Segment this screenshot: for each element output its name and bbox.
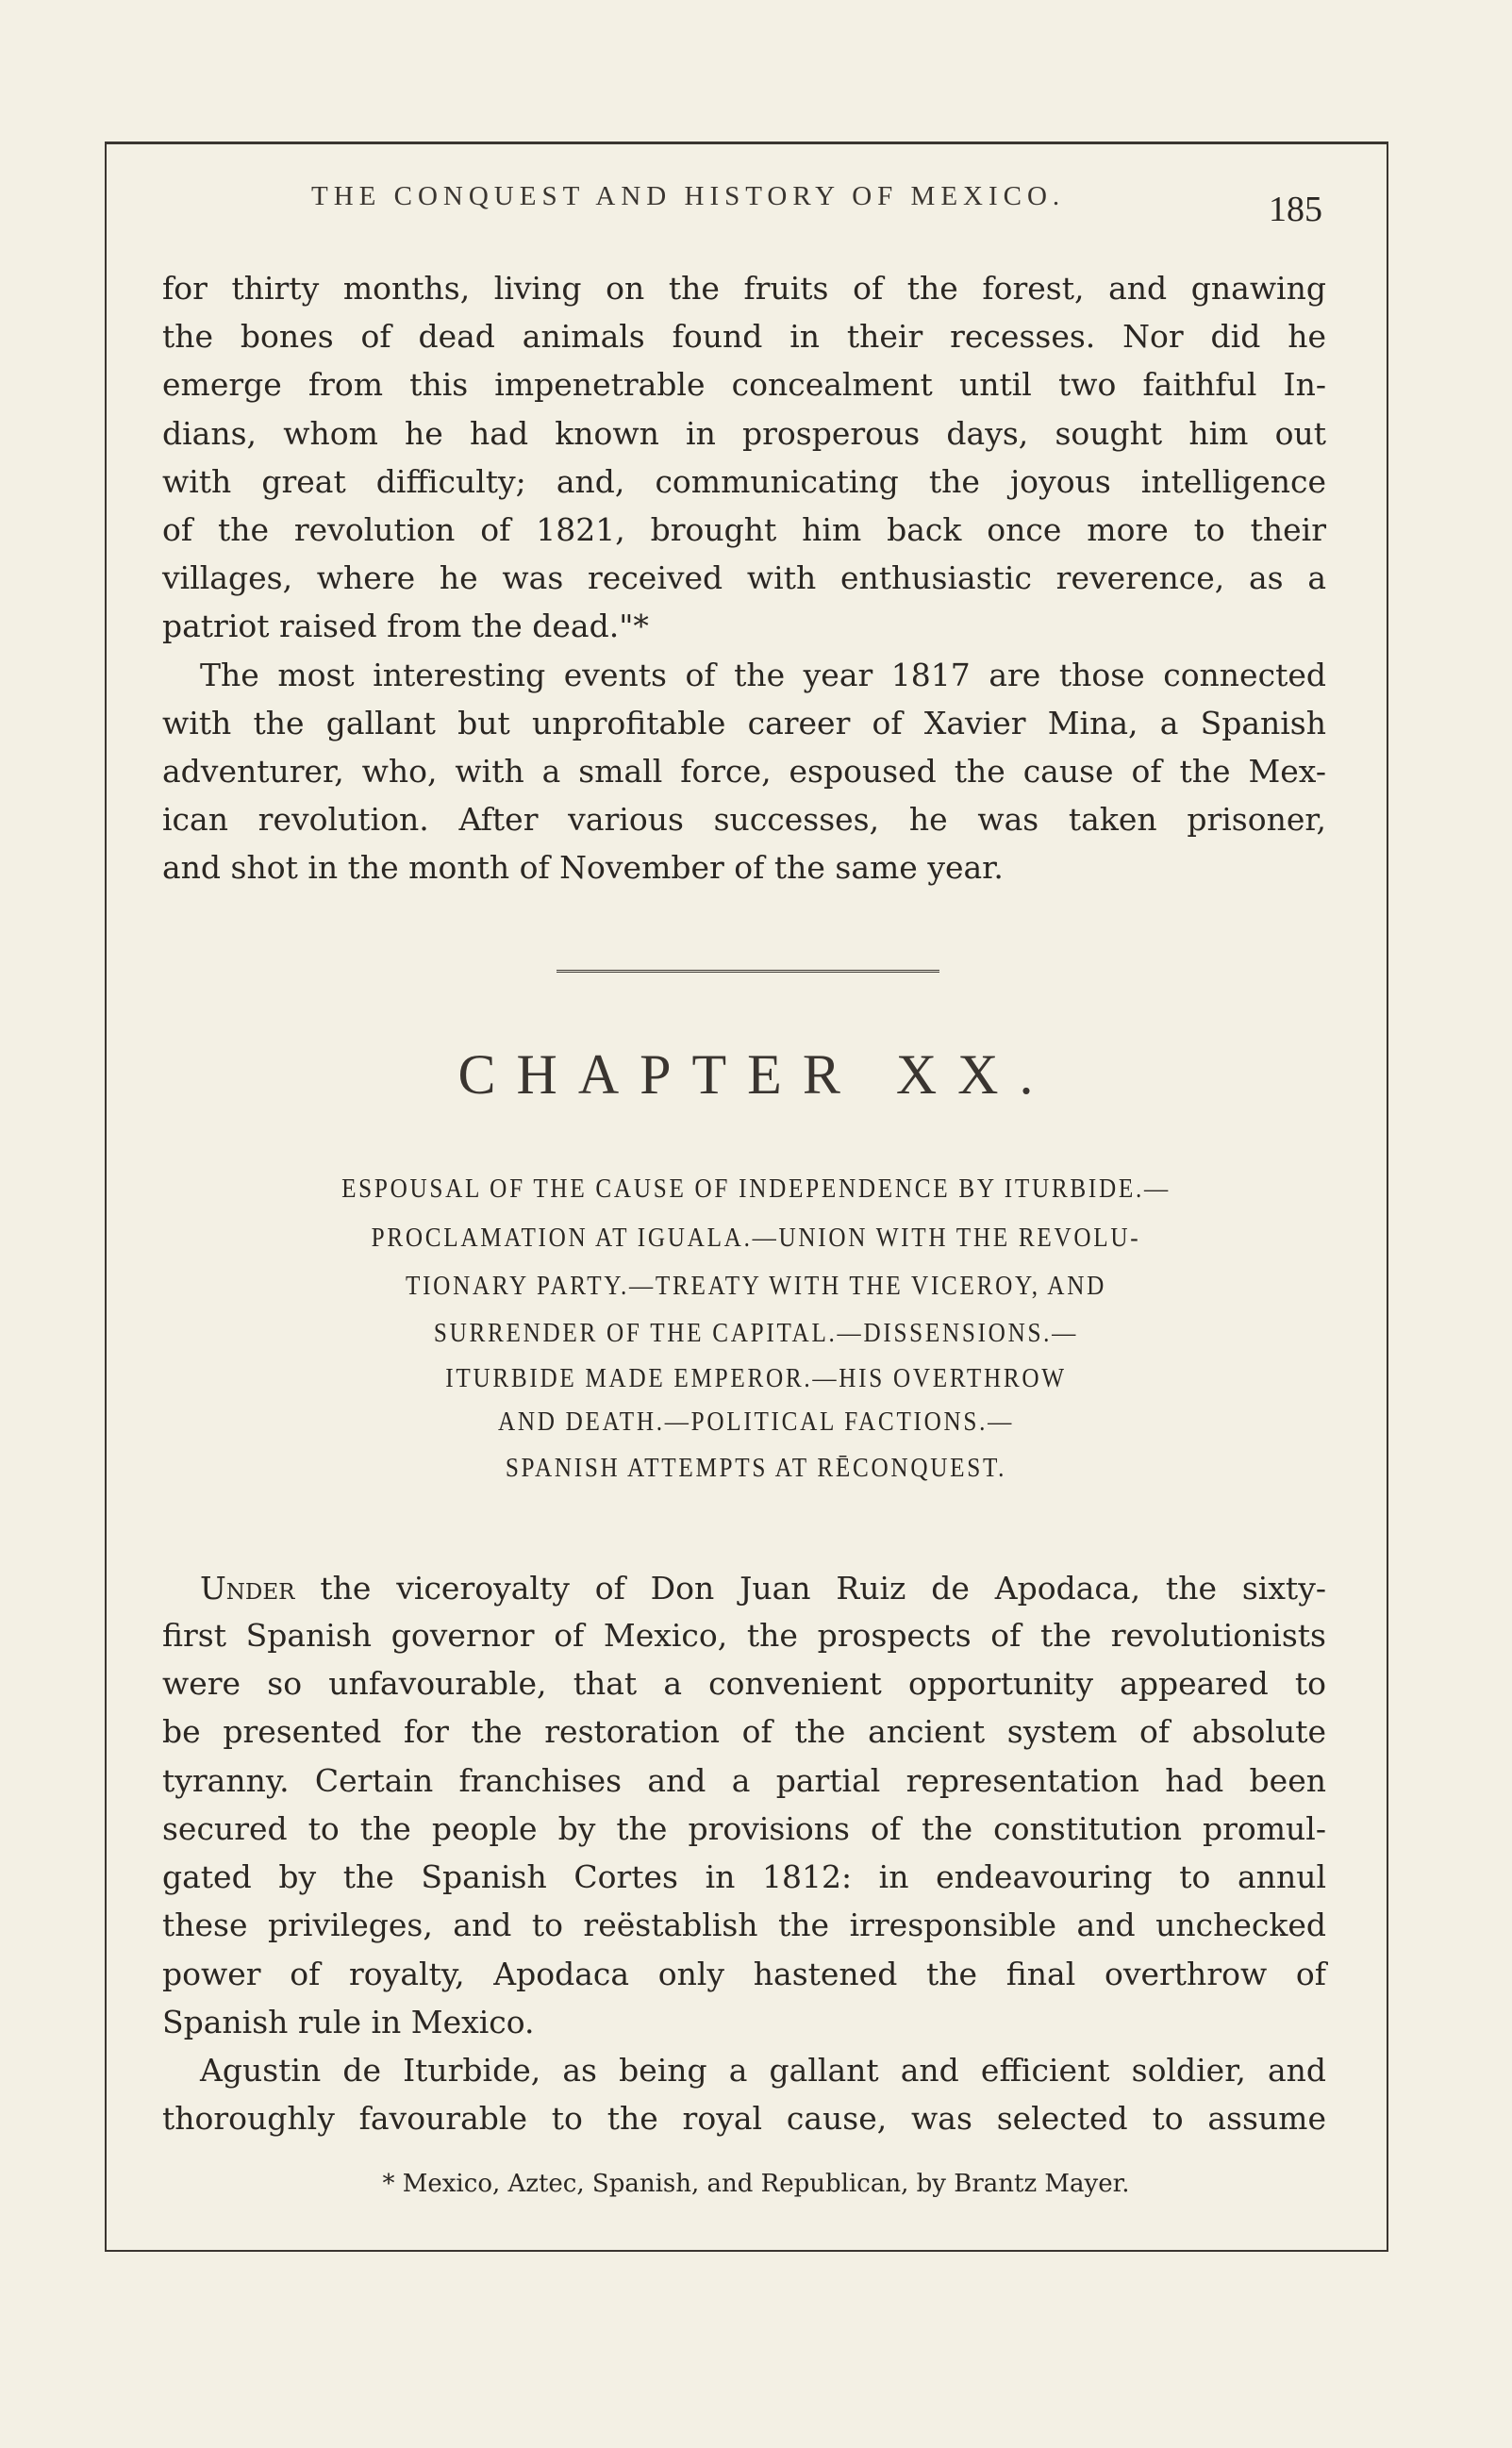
running-title: THE CONQUEST AND HISTORY OF MEXICO. (311, 181, 1066, 211)
text-line: tyranny. Certain franchises and a partial representation had been (162, 1762, 1326, 1799)
text-line: villages, where he was received with enthusiastic reverence, as a (162, 559, 1326, 596)
chapter-title: CHAPTER XX. (457, 1043, 1055, 1106)
text-line: with the gallant but unprofitable career of Xavier Mina, a Spanish (162, 705, 1326, 741)
chapter-summary-line: TIONARY PARTY.—TREATY WITH THE VICEROY, AND (405, 1272, 1107, 1301)
section-divider (557, 970, 939, 973)
text-line: Spanish rule in Mexico. (162, 2004, 535, 2040)
text-line: dians, whom he had known in prosperous days, sought him out (162, 415, 1326, 452)
text-line: were so unfavourable, that a convenient opportunity appeared to (162, 1665, 1326, 1702)
chapter-summary-line: ITURBIDE MADE EMPEROR.—HIS OVERTHROW (445, 1364, 1067, 1393)
text-line: for thirty months, living on the fruits of the forest, and gnawing (162, 270, 1326, 307)
text-line: emerge from this impenetrable concealment until two faithful In- (162, 366, 1326, 403)
chapter-summary-line: PROCLAMATION AT IGUALA.—UNION WITH THE REVOLU- (371, 1224, 1141, 1253)
text-line: of the revolution of 1821, brought him back once more to their (162, 511, 1326, 548)
text-line: secured to the people by the provisions of the constitution promul- (162, 1810, 1326, 1847)
text-line: thoroughly favourable to the royal cause, was selected to assume (162, 2100, 1326, 2137)
text-line: be presented for the restoration of the ancient system of absolute (162, 1713, 1326, 1750)
text-line: The most interesting events of the year 1817 are those connected (200, 657, 1326, 693)
text-line: the bones of dead animals found in their recesses. Nor did he (162, 318, 1326, 355)
chapter-summary-line: SPANISH ATTEMPTS AT RĒCONQUEST. (505, 1454, 1007, 1483)
text-line: gated by the Spanish Cortes in 1812: in endeavouring to annul (162, 1858, 1326, 1895)
text-line: Agustin de Iturbide, as being a gallant and efficient soldier, and (200, 2052, 1326, 2089)
chapter-summary-line: AND DEATH.—POLITICAL FACTIONS.— (497, 1407, 1015, 1437)
text-line: these privileges, and to reëstablish the irresponsible and unchecked (162, 1907, 1326, 1943)
text-line: patriot raised from the dead."* (162, 608, 649, 644)
text-line: with great difficulty; and, communicating the joyous intelligence (162, 463, 1326, 500)
text-line: ican revolution. After various successes, he was taken prisoner, (162, 801, 1326, 838)
chapter-summary-line: SURRENDER OF THE CAPITAL.—DISSENSIONS.— (433, 1319, 1079, 1348)
page-number: 185 (1269, 190, 1322, 229)
text-line (200, 1570, 1326, 1607)
chapter-summary-line: ESPOUSAL OF THE CAUSE OF INDEPENDENCE BY ITURBIDE.— (341, 1174, 1171, 1204)
text-span: the viceroyalty of Don Juan Ruiz de Apodaca, the sixty- (294, 1570, 1326, 1607)
footnote: * Mexico, Aztec, Spanish, and Republican, by Brantz Mayer. (382, 2170, 1130, 2198)
text-line: first Spanish governor of Mexico, the prospects of the revolutionists (162, 1617, 1326, 1654)
opening-word: Under (200, 1570, 295, 1607)
text-line: and shot in the month of November of the same year. (162, 849, 1004, 886)
text-line: power of royalty, Apodaca only hastened the final overthrow of (162, 1956, 1326, 1992)
text-line: adventurer, who, with a small force, espoused the cause of the Mex- (162, 753, 1326, 790)
